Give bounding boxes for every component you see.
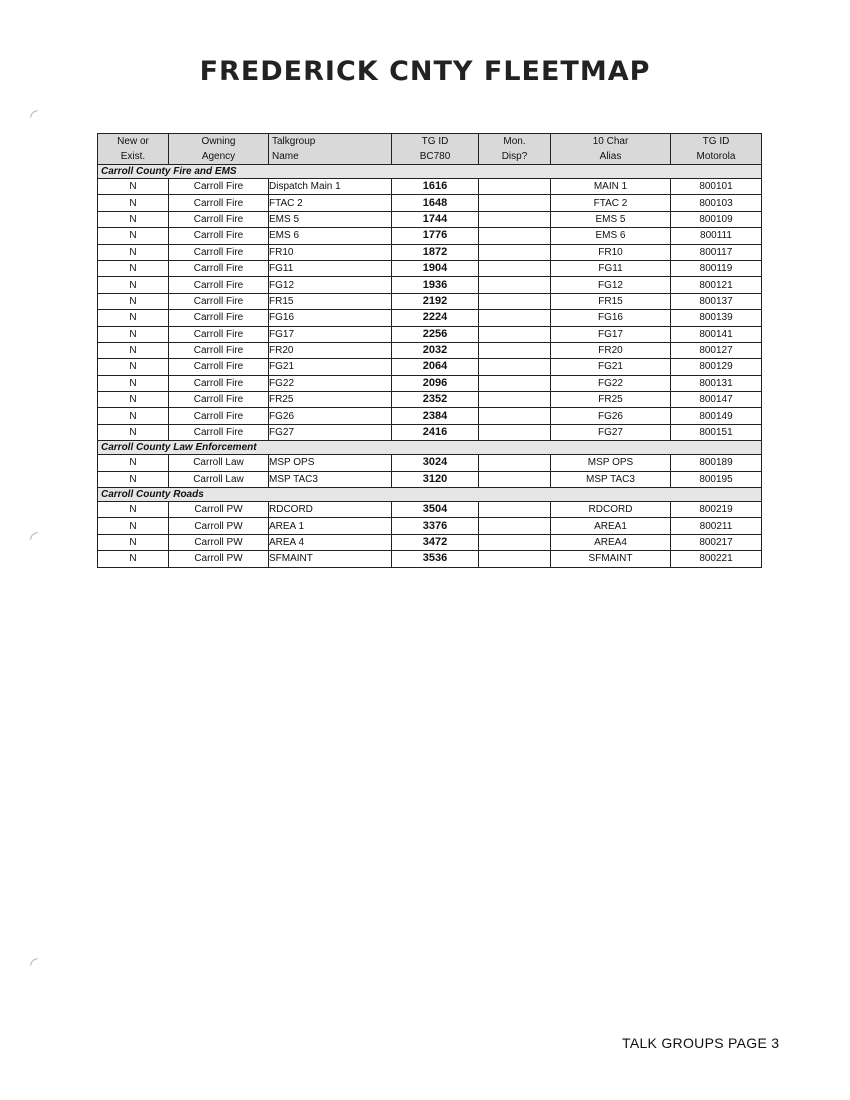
cell-new-or-exist: N [98,502,169,518]
binder-hole-mark: ◜ [30,528,38,550]
cell-10-char-alias: EMS 5 [551,211,671,227]
cell-owning-agency: Carroll Fire [169,326,269,342]
section-title: Carroll County Roads [98,488,762,502]
cell-tgid-bc780: 1776 [392,228,479,244]
cell-mon-disp [479,455,551,471]
cell-tgid-bc780: 3120 [392,471,479,487]
cell-talkgroup-name: FR15 [269,293,392,309]
cell-mon-disp [479,534,551,550]
cell-owning-agency: Carroll Fire [169,375,269,391]
cell-tgid-bc780: 1904 [392,260,479,276]
cell-tgid-bc780: 1648 [392,195,479,211]
cell-tgid-motorola: 800149 [671,408,762,424]
cell-tgid-bc780: 1744 [392,211,479,227]
header-10-char-alias [551,134,671,165]
cell-10-char-alias: FG21 [551,359,671,375]
cell-talkgroup-name: MSP TAC3 [269,471,392,487]
cell-tgid-bc780: 3472 [392,534,479,550]
header-line: Exist. [120,151,146,162]
page-title: FREDERICK CNTY FLEETMAP [199,56,651,87]
cell-mon-disp [479,408,551,424]
cell-owning-agency: Carroll Fire [169,260,269,276]
header-line: Name [272,151,299,162]
cell-talkgroup-name: FTAC 2 [269,195,392,211]
cell-talkgroup-name: FG22 [269,375,392,391]
cell-mon-disp [479,471,551,487]
cell-mon-disp [479,424,551,440]
cell-tgid-motorola: 800217 [671,534,762,550]
cell-10-char-alias: FG16 [551,310,671,326]
cell-new-or-exist: N [98,293,169,309]
header-tgid-motorola [671,134,762,165]
cell-10-char-alias: FG12 [551,277,671,293]
cell-new-or-exist: N [98,408,169,424]
cell-new-or-exist: N [98,424,169,440]
header-line: Mon. [503,136,526,147]
cell-tgid-bc780: 2032 [392,342,479,358]
cell-new-or-exist: N [98,471,169,487]
table-header [98,134,762,165]
cell-owning-agency: Carroll Fire [169,310,269,326]
cell-tgid-motorola: 800131 [671,375,762,391]
cell-owning-agency: Carroll PW [169,518,269,534]
table-body [98,165,762,568]
table-row [98,551,762,567]
cell-talkgroup-name: AREA 1 [269,518,392,534]
cell-owning-agency: Carroll Fire [169,359,269,375]
cell-talkgroup-name: AREA 4 [269,534,392,550]
cell-tgid-bc780: 2352 [392,392,479,408]
header-line: TG ID [702,136,730,147]
cell-tgid-motorola: 800111 [671,228,762,244]
cell-new-or-exist: N [98,375,169,391]
table-row [98,195,762,211]
cell-talkgroup-name: FG11 [269,260,392,276]
cell-10-char-alias: MSP TAC3 [551,471,671,487]
cell-tgid-bc780: 1616 [392,179,479,195]
cell-mon-disp [479,375,551,391]
table-row [98,260,762,276]
header-line: Alias [599,151,622,162]
cell-owning-agency: Carroll Fire [169,195,269,211]
cell-mon-disp [479,195,551,211]
cell-10-char-alias: AREA1 [551,518,671,534]
header-line: TG ID [421,136,449,147]
cell-tgid-bc780: 2384 [392,408,479,424]
table-row [98,211,762,227]
cell-tgid-motorola: 800147 [671,392,762,408]
cell-tgid-motorola: 800221 [671,551,762,567]
cell-tgid-motorola: 800139 [671,310,762,326]
header-line: New or [117,136,149,147]
table-row [98,392,762,408]
cell-tgid-bc780: 2416 [392,424,479,440]
cell-talkgroup-name: RDCORD [269,502,392,518]
cell-10-char-alias: FR25 [551,392,671,408]
cell-10-char-alias: FR15 [551,293,671,309]
cell-tgid-bc780: 1936 [392,277,479,293]
cell-tgid-motorola: 800189 [671,455,762,471]
cell-tgid-motorola: 800109 [671,211,762,227]
cell-new-or-exist: N [98,228,169,244]
cell-tgid-bc780: 1872 [392,244,479,260]
cell-mon-disp [479,359,551,375]
cell-talkgroup-name: EMS 6 [269,228,392,244]
cell-new-or-exist: N [98,277,169,293]
cell-talkgroup-name: FR25 [269,392,392,408]
cell-mon-disp [479,293,551,309]
cell-owning-agency: Carroll Fire [169,244,269,260]
cell-talkgroup-name: FG12 [269,277,392,293]
cell-mon-disp [479,277,551,293]
header-talkgroup-name [269,134,392,165]
cell-owning-agency: Carroll Fire [169,211,269,227]
fleetmap-table [97,133,762,568]
cell-10-char-alias: FR20 [551,342,671,358]
cell-owning-agency: Carroll PW [169,551,269,567]
binder-hole-mark: ◜ [30,106,38,128]
cell-mon-disp [479,179,551,195]
cell-tgid-motorola: 800103 [671,195,762,211]
cell-10-char-alias: FR10 [551,244,671,260]
section-title: Carroll County Fire and EMS [98,165,762,179]
cell-new-or-exist: N [98,310,169,326]
cell-owning-agency: Carroll Fire [169,179,269,195]
cell-tgid-bc780: 2224 [392,310,479,326]
cell-tgid-motorola: 800127 [671,342,762,358]
cell-owning-agency: Carroll Fire [169,392,269,408]
cell-owning-agency: Carroll Law [169,471,269,487]
header-owning-agency [169,134,269,165]
cell-mon-disp [479,228,551,244]
header-line: Disp? [501,151,528,162]
cell-mon-disp [479,326,551,342]
cell-mon-disp [479,342,551,358]
cell-tgid-motorola: 800137 [671,293,762,309]
table-row [98,179,762,195]
header-new-or-exist [98,134,169,165]
table-row [98,502,762,518]
cell-owning-agency: Carroll PW [169,502,269,518]
cell-mon-disp [479,260,551,276]
cell-talkgroup-name: MSP OPS [269,455,392,471]
section-header-row [98,441,762,455]
table-row [98,342,762,358]
cell-10-char-alias: FTAC 2 [551,195,671,211]
table-row [98,228,762,244]
page-footer: TALK GROUPS PAGE 3 [622,1035,780,1051]
cell-new-or-exist: N [98,518,169,534]
section-header-row [98,165,762,179]
table-row [98,244,762,260]
cell-talkgroup-name: FR20 [269,342,392,358]
cell-mon-disp [479,518,551,534]
cell-tgid-motorola: 800129 [671,359,762,375]
cell-tgid-bc780: 2192 [392,293,479,309]
header-tgid-bc780 [392,134,479,165]
table-row [98,518,762,534]
header-line: Agency [201,151,236,162]
cell-talkgroup-name: FR10 [269,244,392,260]
header-line: Owning [201,136,236,147]
table-row [98,277,762,293]
cell-talkgroup-name: EMS 5 [269,211,392,227]
cell-mon-disp [479,310,551,326]
cell-new-or-exist: N [98,534,169,550]
table-row [98,534,762,550]
cell-new-or-exist: N [98,342,169,358]
cell-owning-agency: Carroll Fire [169,293,269,309]
table-row [98,408,762,424]
cell-mon-disp [479,502,551,518]
table-row [98,293,762,309]
cell-tgid-bc780: 2064 [392,359,479,375]
cell-talkgroup-name: Dispatch Main 1 [269,179,392,195]
cell-tgid-motorola: 800151 [671,424,762,440]
cell-mon-disp [479,244,551,260]
table-row [98,471,762,487]
section-title: Carroll County Law Enforcement [98,441,762,455]
cell-tgid-bc780: 3504 [392,502,479,518]
cell-tgid-motorola: 800195 [671,471,762,487]
cell-10-char-alias: FG27 [551,424,671,440]
cell-10-char-alias: RDCORD [551,502,671,518]
cell-owning-agency: Carroll Fire [169,228,269,244]
cell-tgid-motorola: 800117 [671,244,762,260]
cell-talkgroup-name: FG17 [269,326,392,342]
cell-10-char-alias: MSP OPS [551,455,671,471]
cell-10-char-alias: SFMAINT [551,551,671,567]
cell-new-or-exist: N [98,260,169,276]
header-mon-disp [479,134,551,165]
header-line: BC780 [419,151,451,162]
cell-new-or-exist: N [98,179,169,195]
cell-new-or-exist: N [98,551,169,567]
cell-10-char-alias: EMS 6 [551,228,671,244]
cell-10-char-alias: FG22 [551,375,671,391]
header-line: Talkgroup [272,136,316,147]
cell-tgid-motorola: 800119 [671,260,762,276]
table-row [98,424,762,440]
table-row [98,310,762,326]
binder-hole-mark: ◜ [30,954,38,976]
cell-talkgroup-name: FG16 [269,310,392,326]
cell-10-char-alias: FG17 [551,326,671,342]
cell-owning-agency: Carroll Law [169,455,269,471]
cell-mon-disp [479,211,551,227]
header-line: Motorola [696,151,736,162]
cell-tgid-bc780: 3376 [392,518,479,534]
cell-new-or-exist: N [98,326,169,342]
cell-tgid-motorola: 800211 [671,518,762,534]
cell-mon-disp [479,551,551,567]
cell-new-or-exist: N [98,244,169,260]
cell-10-char-alias: MAIN 1 [551,179,671,195]
cell-new-or-exist: N [98,211,169,227]
cell-tgid-motorola: 800219 [671,502,762,518]
cell-owning-agency: Carroll Fire [169,408,269,424]
cell-owning-agency: Carroll PW [169,534,269,550]
table-row [98,455,762,471]
cell-tgid-motorola: 800141 [671,326,762,342]
cell-tgid-motorola: 800101 [671,179,762,195]
table-row [98,359,762,375]
cell-talkgroup-name: FG21 [269,359,392,375]
cell-owning-agency: Carroll Fire [169,342,269,358]
cell-tgid-bc780: 2256 [392,326,479,342]
cell-owning-agency: Carroll Fire [169,424,269,440]
cell-talkgroup-name: FG27 [269,424,392,440]
cell-10-char-alias: FG26 [551,408,671,424]
cell-new-or-exist: N [98,359,169,375]
cell-10-char-alias: FG11 [551,260,671,276]
cell-tgid-bc780: 3024 [392,455,479,471]
header-line: 10 Char [592,136,629,147]
table-row [98,375,762,391]
cell-tgid-motorola: 800121 [671,277,762,293]
cell-talkgroup-name: SFMAINT [269,551,392,567]
cell-talkgroup-name: FG26 [269,408,392,424]
cell-10-char-alias: AREA4 [551,534,671,550]
section-header-row [98,488,762,502]
cell-new-or-exist: N [98,392,169,408]
table-row [98,326,762,342]
cell-new-or-exist: N [98,455,169,471]
cell-tgid-bc780: 2096 [392,375,479,391]
cell-mon-disp [479,392,551,408]
cell-tgid-bc780: 3536 [392,551,479,567]
cell-new-or-exist: N [98,195,169,211]
cell-owning-agency: Carroll Fire [169,277,269,293]
